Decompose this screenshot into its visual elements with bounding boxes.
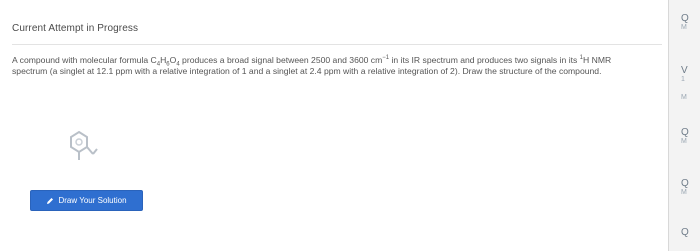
formula-subscript: 4 <box>156 61 161 68</box>
molecule-drawing-icon[interactable] <box>67 128 99 166</box>
molecule-drawing-svg <box>67 128 99 166</box>
sidebar-item[interactable] <box>681 128 689 146</box>
sidebar-item-letter: Q <box>681 13 689 24</box>
attempt-title: Current Attempt in Progress <box>12 23 139 34</box>
sidebar-item[interactable] <box>681 66 688 84</box>
question-sidebar <box>678 0 700 251</box>
question-text-part: produces a broad signal between 2500 and 3600 cm <box>179 55 383 65</box>
sidebar-item-letter: Q <box>681 127 689 138</box>
sidebar-item[interactable] <box>681 14 689 32</box>
sidebar-item[interactable] <box>681 228 689 237</box>
sidebar-item-letter: Q <box>681 178 689 189</box>
pencil-icon <box>46 197 54 205</box>
formula-subscript: 4 <box>176 61 180 68</box>
sidebar-item-sub: M <box>681 94 687 101</box>
question-text-part: H NMR spectrum (a singlet at 12.1 ppm with a relative integration of 1 and a singlet at 2.4 ppm with a relative integration of 2). Draw the structure of the compound. <box>12 55 612 76</box>
sidebar-item[interactable] <box>681 93 687 102</box>
question-text-part: in its IR spectrum and produces two signals in its <box>389 55 580 65</box>
sidebar-item[interactable] <box>681 179 689 197</box>
sidebar-item-sub: 1 <box>681 76 685 83</box>
question-text <box>12 55 637 77</box>
formula-subscript: 6 <box>166 61 170 68</box>
sidebar-item-letter: V <box>681 65 688 76</box>
draw-your-solution-button[interactable] <box>30 190 143 211</box>
divider <box>12 44 662 45</box>
sidebar-item-sub: M <box>681 24 687 31</box>
unit-superscript: −1 <box>382 55 390 62</box>
sidebar-item-letter: Q <box>681 227 689 238</box>
question-text-part: A compound with molecular formula C <box>12 55 157 65</box>
nmr-superscript: 1 <box>579 55 584 62</box>
question-text-part: O <box>169 55 177 65</box>
draw-your-solution-label: Draw Your Solution <box>58 196 127 205</box>
sidebar-item-sub: M <box>681 138 687 145</box>
sidebar-item-sub: M <box>681 189 687 196</box>
question-text-part: H <box>160 55 167 65</box>
